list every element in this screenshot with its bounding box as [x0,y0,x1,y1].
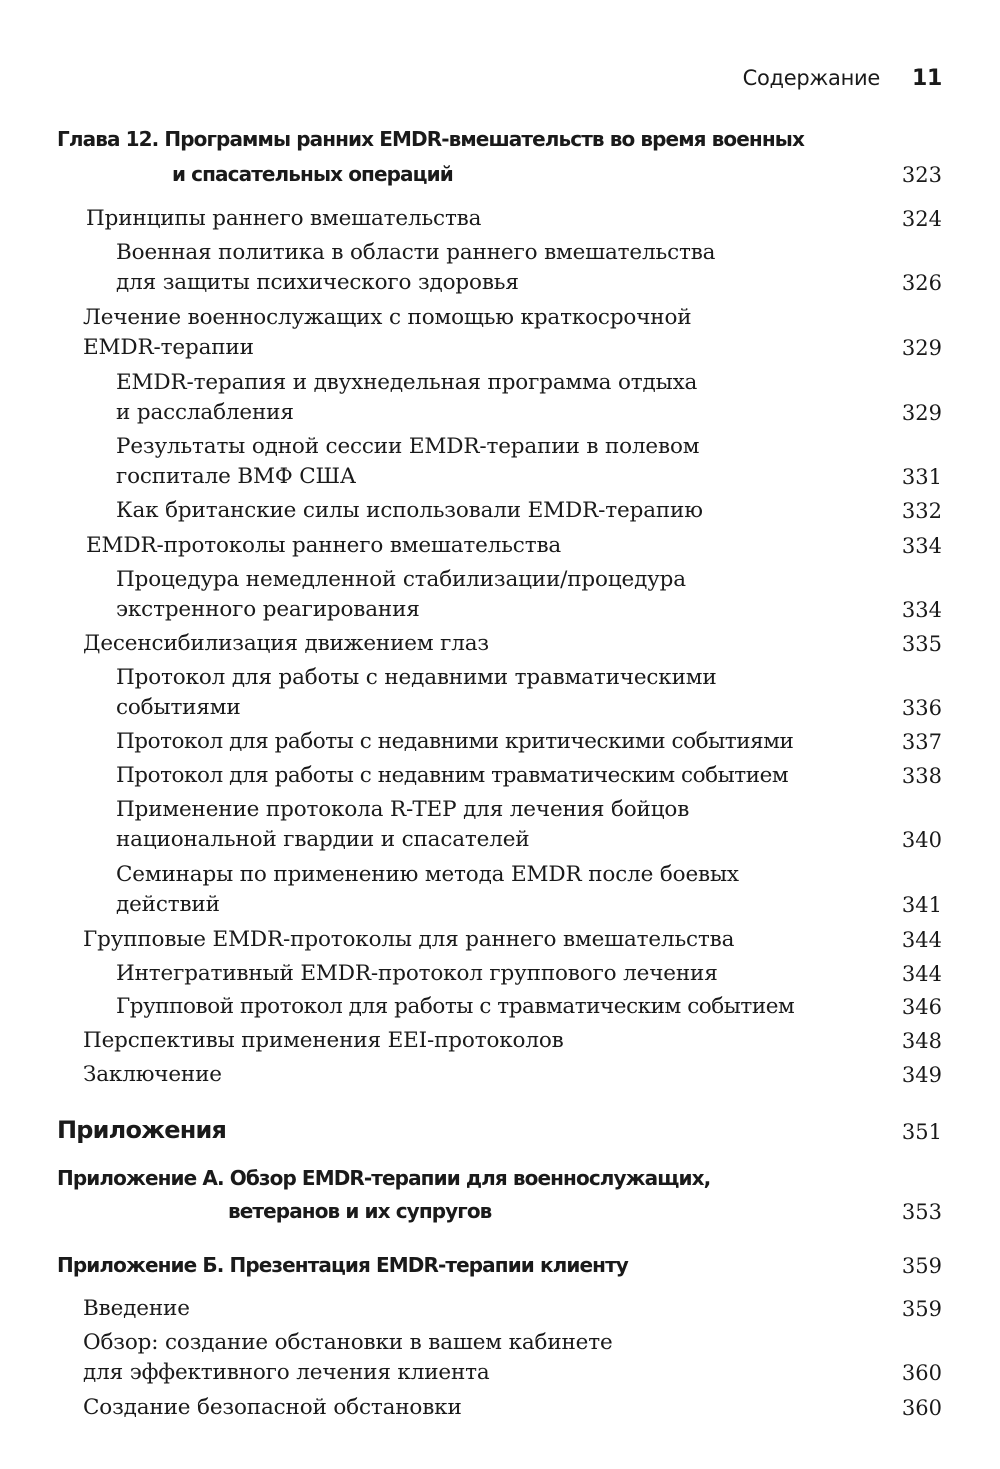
toc-entry-page: 353 [901,1200,942,1224]
toc-entry-title-continued: и расслабления [116,400,294,425]
toc-entry-title-continued: EMDR-терапии [83,335,254,360]
toc-entry-title: Групповые EMDR-протоколы для раннего вмешательства [83,927,735,952]
toc-entry-page: 329 [901,401,942,425]
toc-entry-title: EMDR-протоколы раннего вмешательства [86,533,562,558]
toc-entry-title: Как британские силы использовали EMDR-терапию [116,498,703,523]
toc-entry-title: Глава 12. Программы ранних EMDR-вмешательств во время военных [57,127,804,151]
toc-entry-title-continued: и спасательных операций [172,162,453,186]
toc-entry-title: Приложения [57,1116,227,1144]
toc-entry-page: 337 [901,730,942,754]
toc-entry-title-continued: экстренного реагирования [116,597,420,622]
toc-entry-title: Перспективы применения EEI-протоколов [83,1028,564,1053]
toc-entry-page: 332 [901,499,942,523]
toc-entry-page: 326 [901,271,942,295]
toc-entry-page: 323 [901,163,942,187]
toc-entry-title: Протокол для работы с недавним травматическим событием [116,763,789,788]
toc-entry-page: 344 [901,928,942,952]
toc-entry-page: 334 [901,534,942,558]
toc-entry-page: 360 [901,1396,942,1420]
toc-entry-page: 351 [901,1120,942,1144]
running-head [743,66,942,91]
toc-entry-title: Принципы раннего вмешательства [86,206,482,231]
toc-entry-title: Введение [83,1296,190,1321]
toc-entry-title: Лечение военнослужащих с помощью краткосрочной [83,305,692,330]
toc-entry-title: Семинары по применению метода EMDR после боевых [116,862,739,887]
toc-entry-title: Протокол для работы с недавними критическими событиями [116,729,794,754]
toc-entry-title: Групповой протокол для работы с травматическим событием [116,994,795,1019]
toc-entry-title: Протокол для работы с недавними травматическими [116,665,717,690]
toc-entry-page: 324 [901,207,942,231]
toc-entry-title: Заключение [83,1062,222,1087]
toc-entry-page: 359 [901,1297,942,1321]
toc-entry-title: Интегративный EMDR-протокол группового лечения [116,961,718,986]
toc-entry-title: Результаты одной сессии EMDR-терапии в полевом [116,434,700,459]
running-head-page-number: 11 [911,66,942,91]
toc-entry-page: 348 [901,1029,942,1053]
toc-entry-title: Создание безопасной обстановки [83,1395,462,1420]
toc-entry-title: Обзор: создание обстановки в вашем кабинете [83,1330,613,1355]
toc-entry-page: 360 [901,1361,942,1385]
toc-entry-page: 344 [901,962,942,986]
toc-entry-title-continued: для эффективного лечения клиента [83,1360,490,1385]
toc-entry-title: Военная политика в области раннего вмешательства [116,240,716,265]
toc-entry-title-continued: госпитале ВМФ США [116,464,357,489]
toc-entry-page: 349 [901,1063,942,1087]
toc-entry-title-continued: событиями [116,695,241,720]
toc-entry-title-continued: действий [116,892,220,917]
toc-entry-title: Процедура немедленной стабилизации/процедура [116,567,686,592]
toc-entry-title-continued: для защиты психического здоровья [116,270,519,295]
toc-entry-page: 338 [901,764,942,788]
toc-entry-title: Приложение Б. Презентация EMDR-терапии клиенту [57,1253,628,1277]
toc-entry-title: Приложение А. Обзор EMDR-терапии для военнослужащих, [57,1166,711,1190]
toc-entry-page: 334 [901,598,942,622]
toc-entry-title-continued: ветеранов и их супругов [228,1199,492,1223]
toc-entry-title: Применение протокола R-TEP для лечения бойцов [116,797,690,822]
toc-entry-page: 359 [901,1254,942,1278]
toc-entry-title-continued: национальной гвардии и спасателей [116,827,530,852]
toc-entry-page: 340 [901,828,942,852]
toc-entry-page: 346 [901,995,942,1019]
toc-entry-title: Десенсибилизация движением глаз [83,631,489,656]
toc-entry-page: 341 [901,893,942,917]
toc-entry-page: 336 [901,696,942,720]
running-head-title: Содержание [742,66,880,90]
toc-entry-page: 329 [901,336,942,360]
toc-entry-page: 335 [901,632,942,656]
toc-entry-title: EMDR-терапия и двухнедельная программа отдыха [116,370,698,395]
toc-entry-page: 331 [901,465,942,489]
